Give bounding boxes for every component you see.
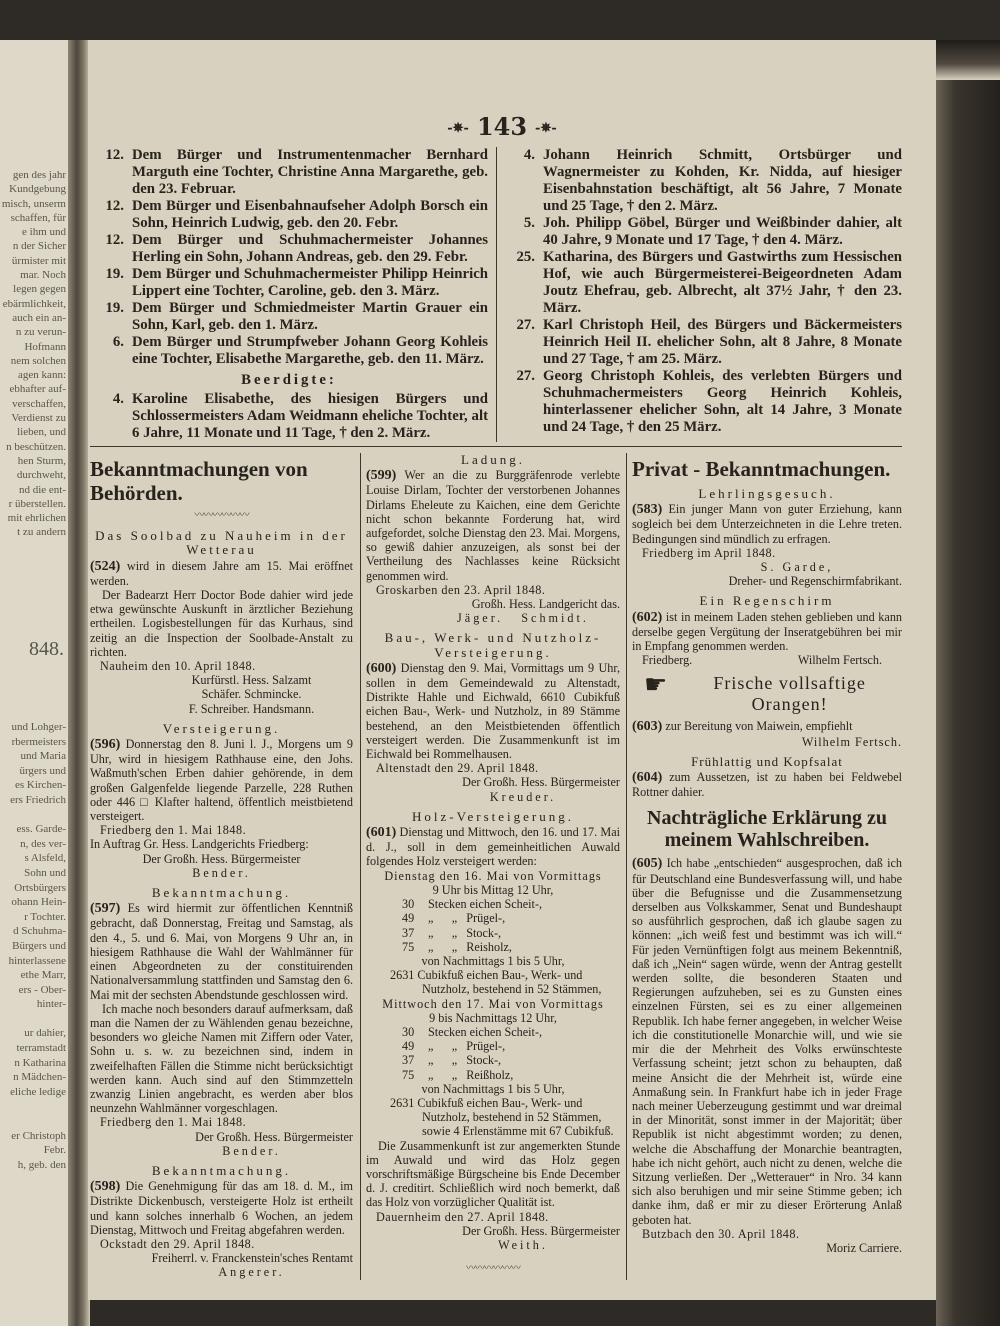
wood-item <box>366 926 620 940</box>
item-count: 37 <box>402 1053 415 1068</box>
notices-section <box>90 447 902 1280</box>
text-fragment: ürmister mit <box>11 254 66 267</box>
notice-600 <box>366 631 620 803</box>
burials-column <box>496 147 902 442</box>
text-fragment: Verdienst zu <box>11 412 66 425</box>
text-fragment: nd die ent- <box>18 483 66 496</box>
schedule-time: von Nachmittags 1 bis 5 Uhr, <box>421 1081 565 1096</box>
entry-text: Karoline Elisabethe, des hiesigen Bürgers und Schlossermeisters Adam Weidmann eheliche Tochter, alt 6 Jahre, 11 Monate und 11 Tage, † den 2. März. <box>132 391 488 441</box>
notice-date: Butzbach den 30. April 1848. <box>642 1226 800 1241</box>
previous-page-margin <box>0 40 70 1326</box>
notice-title: Frühlattig und Kopfsalat <box>691 753 843 769</box>
text-fragment: ürgers und <box>19 764 66 777</box>
entry-day: 19. <box>105 300 124 316</box>
notice-title: Bekanntmachung. <box>151 1162 292 1178</box>
wavy-rule-icon: 〰〰〰〰〰〰 <box>194 510 249 521</box>
wood-item <box>366 1039 620 1053</box>
private-column <box>626 453 902 1280</box>
text-fragment: gen des jahr <box>12 169 66 181</box>
text-fragment: t zu andern <box>17 526 66 539</box>
item-count: 75 <box>402 939 415 954</box>
notice-signature: Der Großh. Hess. Bürgermeister <box>195 1129 353 1144</box>
notice-signature: Jäger. Schmidt. <box>457 611 589 626</box>
text-fragment: nem solchen <box>10 354 66 367</box>
text-fragment: hinter- <box>36 998 66 1011</box>
notice-number: (600) <box>366 660 397 676</box>
entry-day: 12. <box>105 147 124 163</box>
entry-text: Johann Heinrich Schmitt, Ortsbürger und Wagnermeister zu Kohden, Kr. Nidda, auf hiesiger Eisenbahnstation beschäftigt, alt 56 Jahre, 7 Monate und 25 Tage, † den 2. März. <box>543 147 902 214</box>
ornament-icon: -✵- <box>535 121 557 136</box>
entry-day: 12. <box>105 232 124 248</box>
page-number-header <box>68 40 936 147</box>
text-fragment: ohann Hein- <box>11 896 66 909</box>
schedule-day: Mittwoch den 17. Mai von Vormittags <box>382 996 604 1011</box>
text-fragment: mar. Noch <box>20 269 66 282</box>
section-heading: Bekanntmachungen von Behörden. <box>90 457 308 505</box>
text-fragment: hinterlassene <box>8 954 66 967</box>
text-fragment <box>0 808 66 823</box>
text-fragment: n Mädchen- <box>13 1071 66 1084</box>
notice-title: Bau-, Werk- und Nutzholz-Versteigerung. <box>384 630 602 660</box>
notice-title: Ein Regenschirm <box>699 593 835 609</box>
notice-604 <box>632 755 902 800</box>
birth-entry <box>90 198 488 232</box>
notice-body: Die Zusammenkunft ist zur angemerkten Stunde im Auwald und wird das Holz gegen vorschriftsmäßige Bürgscheine bis Ende December d. J. creditirt. Schließlich wird noch bemerkt, daß das Holz von vorzüglicher Qualität ist. <box>366 1138 620 1210</box>
item-count: 75 <box>402 1067 415 1082</box>
notice-signature: Angerer. <box>218 1265 285 1280</box>
text-fragment: ess. Garde- <box>16 823 66 836</box>
notice-title: Ladung. <box>461 452 525 467</box>
text-fragment: n Katharina <box>14 1056 66 1069</box>
notice-signature: Der Großh. Hess. Bürgermeister <box>142 851 301 866</box>
previous-page-fragments <box>0 168 66 540</box>
notice-date: Groskarben den 23. April 1848. <box>376 582 546 597</box>
text-fragment: Kundgebung <box>9 183 66 196</box>
item-desc: „ „ Stock-, <box>428 1053 502 1068</box>
birth-entry <box>90 232 488 266</box>
notice-number: (583) <box>632 502 663 518</box>
notice-signature: S. Garde, <box>760 560 834 575</box>
entry-day: 27. <box>516 317 535 333</box>
entry-text: Karl Christoph Heil, des Bürgers und Bäckermeisters Heinrich Heil II. ehelicher Sohn, alt 8 Jahre, 8 Monate und 27 Tage, † am 25. März. <box>543 317 902 367</box>
entry-text: Dem Bürger und Strumpfweber Johann Georg Kohleis eine Tochter, Elisabethe Margarethe, geb. den 11. März. <box>132 334 488 367</box>
notice-signature: Bender. <box>222 1143 281 1158</box>
notice-number: (596) <box>90 737 121 753</box>
text-fragment <box>0 1012 66 1027</box>
notice-signature: Schäfer. Schmincke. <box>201 687 302 702</box>
entry-day: 4. <box>523 147 535 163</box>
text-fragment: r überstellen. <box>8 497 66 510</box>
entry-day: 6. <box>112 334 124 350</box>
text-fragment: Febr. <box>43 1144 66 1157</box>
wood-item: Nutzholz, bestehend in 52 Stämmen, <box>422 982 602 997</box>
notice-603 <box>632 670 902 749</box>
notice-date: Nauheim den 10. April 1848. <box>100 659 256 674</box>
notice-title: Das Soolbad zu Nauheim in der Wetterau <box>95 528 348 558</box>
text-fragment: e ihm und <box>22 226 66 239</box>
text-fragment: lieben, und <box>17 426 66 439</box>
entry-text: Dem Bürger und Eisenbahnaufseher Adolph Borsch ein Sohn, Heinrich Ludwig, geb. den 20. Febr. <box>132 198 488 231</box>
item-desc: Stecken eichen Scheit-, <box>428 1024 543 1039</box>
text-fragment: rbermeisters <box>11 735 66 748</box>
entry-text: Georg Christoph Kohleis, des verlebten Bürgers und Schuhmachermeisters Georg Heinrich Kohleis, hinterlassener ehelicher Sohn, alt 14 Jahre, 3 Monate und 24 Tage, † den 25 März. <box>543 368 902 435</box>
item-count: 30 <box>402 1024 415 1039</box>
page-content <box>90 147 902 1280</box>
text-fragment: n beschützen. <box>6 440 66 453</box>
wood-item <box>366 940 620 954</box>
notice-body: Es wird hiermit zur öffentlichen Kenntniß gebracht, daß Donnerstag, Freitag und Samstag, als den 4., 5. und 6. Mai, von Morgens 9 Uhr an, in hiesigem Rathhause die Wahl der Wahlmänner für einen Abgeordneten zu der constituirenden Nationalversammlung stattfinden und Samstag den 6. Mai mit der sechsten Abendstunde geschlossen wird. <box>90 901 354 1002</box>
text-fragment: auch ein an- <box>12 311 66 324</box>
text-fragment: ebärmlichkeit, <box>2 297 66 310</box>
notice-date: Friedberg den 1. Mai 1848. <box>100 1115 247 1130</box>
entry-text: Dem Bürger und Schmiedmeister Martin Grauer ein Sohn, Karl, geb. den 1. März. <box>132 300 488 333</box>
notice-body: Die Genehmigung für das am 18. d. M., im Distrikte Dickenbusch, versteigerte Holz ist ertheilt und kann solches innerhalb 6 Wochen, an jedem Dienstag, Mittwoch und Freitag abgefahren werden. <box>90 1179 353 1237</box>
notice-signature: Bender. <box>192 865 251 880</box>
notice-signature: F. Schreiber. Handsmann. <box>188 701 315 716</box>
notice-signature: Wilhelm Fertsch. <box>801 734 902 749</box>
burial-entry <box>501 249 902 317</box>
notice-number: (602) <box>632 609 663 625</box>
notice-body: Ich habe „entschieden“ ausgesprochen, daß ich für Deutschland eine Bundesverfassung will, und habe über die Befugnisse und die Zusammensetzung derselben aus Volkskammer, Senat und Bundeshaupt so ausführlich gesprochen, daß ich glaube sagen zu können: „ich weiß fest und bestimmt was ich will.“ Für jeden Vernünftigen folgt aus meinem Bekenntniß, daß ich „Nein“ sagen würde, wenn der Antrag gestellt werden sollte, die besonderen Staaten und Regierungen aufzuheben, sei es zu Gunsten eines einzelnen Fürsten, sei es zu einer allgemeinen Republik. Ich habe ferner angegeben, in welcher Weise ich die constitutionelle Monarchie will, und wie sie mir die der Mehrheit des Volks erwünschteste Verfassung scheint; jetzt schon zu behaupten, daß meine Ansicht die der Mehrheit ist, würde eine Anmaßung sein. In Frankfurt habe ich in jeder Frage nach meiner Ueberzeugung gestimmt und war dreimal in der Minorität, sonst immer in der Majorität; über Republik ist nicht abgestimmt worden; zu denen, welche die Abschaffung der Monarchie beantragten, habe ich nicht gehört, auch nicht zu denen, welche die Sitzung verließen. Der „Wetterauer“ in Nro. 34 kann sich also beruhigen und mir seine Stimme geben; ich danke ihm, daß er mir zu dieser Erörterung Anlaß geboten hat. <box>632 856 902 1227</box>
notice-body: Donnerstag den 8. Juni l. J., Morgens um 9 Uhr, wird in hiesigem Rathhause eine, den Johs. Waßmuth'schen Erben dahier gehörende, in dem großen Galgenfelde liegende Parzelle, 228 Ruthen oder 446 □ Klafter haltend, öffentlich meistbietend versteigert. <box>90 737 353 824</box>
register-section <box>90 147 902 442</box>
wood-item <box>366 1025 620 1039</box>
notice-signature: Der Großh. Hess. Bürgermeister <box>462 775 620 790</box>
item-desc: „ „ Stock-, <box>428 925 502 940</box>
notice-number: (603) <box>632 719 663 735</box>
text-fragment: s Alsfeld, <box>24 852 66 865</box>
notice-signature: Dreher- und Regenschirmfabrikant. <box>728 574 902 589</box>
notice-body: zum Aussetzen, ist zu haben bei Feldwebel Rottner dahier. <box>632 770 902 800</box>
text-fragment: misch, unserm <box>1 197 66 210</box>
newspaper-page <box>88 40 936 1300</box>
authorities-column <box>90 453 360 1280</box>
notice-title: Holz-Versteigerung. <box>411 808 575 824</box>
notice-598 <box>90 1164 353 1280</box>
entry-day: 12. <box>105 198 124 214</box>
text-fragment: Sohn und <box>24 866 66 879</box>
text-fragment: d Schuhma- <box>13 925 66 938</box>
previous-page-fragments <box>0 720 66 1172</box>
entry-text: Dem Bürger und Schuhmachermeister Johannes Herling ein Sohn, Johann Andreas, geb. den 29. Febr. <box>132 232 488 265</box>
burial-entry <box>501 147 902 215</box>
notice-583 <box>632 487 902 588</box>
text-fragment: mit ehrlichen <box>7 512 66 525</box>
notice-number: (599) <box>366 468 397 484</box>
entry-day: 25. <box>516 249 535 265</box>
item-count: 37 <box>402 925 415 940</box>
notice-date: Dauernheim den 27. April 1848. <box>376 1209 549 1224</box>
notice-date: Friedberg den 1. Mai 1848. <box>100 823 247 838</box>
wood-item: 2631 Cubikfuß eichen Bau-, Werk- und <box>390 968 583 983</box>
previous-page-year: 848. <box>29 638 64 660</box>
text-fragment: legen gegen <box>13 283 66 296</box>
book-gutter <box>68 40 90 1326</box>
notice-524 <box>90 529 353 716</box>
wood-item: Nutzholz, bestehend in 52 Stämmen, <box>422 1110 602 1125</box>
notice-signature: Freiherrl. v. Franckenstein'sches Rentamt <box>151 1251 353 1266</box>
wavy-rule-icon: 〰〰〰〰〰〰 <box>466 1263 520 1275</box>
notice-body: ist in meinem Laden stehen geblieben und kann derselbe gegen Vergütung der Inseratgebühren bei mir in Empfang genommen werden. <box>632 609 903 654</box>
burial-entry <box>501 317 902 368</box>
notice-number: (598) <box>90 1179 121 1195</box>
schedule-day: Dienstag den 16. Mai von Vormittags <box>384 868 602 883</box>
notice-number: (605) <box>632 856 663 872</box>
section-heading: Privat - Bekanntmachungen. <box>632 457 891 481</box>
entry-text: Katharina, des Bürgers und Gastwirths zum Hessischen Hof, wie auch Bürgermeisterei-Beigeordneten Adam Joutz Ehefrau, geb. Albrecht, alt 37½ Jahr, † den 23. März. <box>543 249 902 316</box>
notice-signature: Kurfürstl. Hess. Salzamt <box>191 673 312 688</box>
birth-entry <box>90 334 488 368</box>
item-desc: „ „ Reisholz, <box>428 939 512 954</box>
notice-body: Dienstag und Mittwoch, den 16. und 17. Mai d. J., soll in dem gemeinheitlichen Auwald folgendes Holz versteigert werden: <box>366 825 621 869</box>
notice-body: Der Badearzt Herr Doctor Bode dahier wird jede etwa gewünschte Auskunft in ärztlicher Beziehung ertheilen. Logisbestellungen für das Kurhaus, sind zeitig an die Inspection der Soolbade-Anstalt zu richten. <box>90 588 353 659</box>
schedule-time: von Nachmittags 1 bis 5 Uhr, <box>421 953 565 968</box>
item-desc: Stecken eichen Scheit-, <box>428 897 543 912</box>
entry-day: 27. <box>516 368 535 384</box>
notice-number: (524) <box>90 558 121 574</box>
text-fragment: ethe Marr, <box>20 969 66 982</box>
wood-item: sowie 4 Erlenstämme mit 67 Cubikfuß. <box>422 1124 614 1139</box>
text-fragment: Bürgers und <box>12 939 66 952</box>
notice-date: Ockstadt den 29. April 1848. <box>100 1236 255 1251</box>
notice-599 <box>366 453 620 625</box>
notice-number: (597) <box>90 901 121 917</box>
text-fragment: n, des ver- <box>20 837 66 850</box>
notice-signature: Wilhelm Fertsch. <box>797 653 882 668</box>
notice-597 <box>90 886 353 1158</box>
text-fragment: eliche ledige <box>10 1085 66 1098</box>
wood-item: 2631 Cubikfuß eichen Bau-, Werk- und <box>390 1095 583 1110</box>
burial-entry <box>501 368 902 436</box>
notice-602 <box>632 594 902 667</box>
entry-text: Dem Bürger und Schuhmachermeister Philipp Heinrich Lippert eine Tochter, Caroline, geb. den 3. März. <box>132 266 488 299</box>
notice-title: Bekanntmachung. <box>151 885 292 901</box>
text-fragment: hen Sturm, <box>17 454 66 467</box>
item-desc: „ „ Prügel-, <box>428 911 506 926</box>
notice-date: Friedberg im April 1848. <box>642 545 776 560</box>
text-fragment: ers Friedrich <box>10 793 66 806</box>
notice-title: Frische vollsaftige Orangen! <box>713 673 866 715</box>
notice-601 <box>366 810 620 1252</box>
text-fragment: durchweht, <box>16 469 66 482</box>
book-page-edge <box>936 80 1000 1326</box>
birth-entry <box>90 147 488 198</box>
authorities-column-2 <box>360 453 626 1280</box>
wood-item <box>366 1053 620 1067</box>
text-fragment: und Lohger- <box>11 721 66 733</box>
notice-605 <box>632 807 902 1255</box>
burial-entry <box>90 391 488 442</box>
notice-body: Wer an die zu Burggräfenrode verlebte Louise Dirlam, Tochter der verstorbenen Johannes Dirlams Eheleute zu Kaichen, eine dem Gerichte nicht schon bekannte Forderung hat, wird aufgefordet, solche Dienstag den 23. Mai. Morgens, so gewiß dahier anzuzeigen, als sonst bei der Vertheilung des Nachlasses keine Rücksicht genommen wird. <box>366 468 621 583</box>
text-fragment: Ortsbürgers <box>14 881 66 894</box>
item-count: 30 <box>402 897 415 912</box>
text-fragment: n der Sicher <box>12 240 66 253</box>
text-fragment: und Maria <box>20 750 66 763</box>
entry-text: Dem Bürger und Instrumentenmacher Bernhard Marguth eine Tochter, Christine Anna Margarethe, geb. den 23. Februar. <box>132 147 488 197</box>
page-number: 143 <box>476 112 528 141</box>
notice-signature: Kreuder. <box>489 789 557 804</box>
schedule-time: 9 Uhr bis Mittag 12 Uhr, <box>432 882 554 897</box>
text-fragment: agen kann: <box>18 369 66 382</box>
schedule-time: 9 bis Nachmittags 12 Uhr, <box>429 1010 557 1025</box>
notice-signature: Der Großh. Hess. Bürgermeister <box>462 1223 620 1238</box>
births-column <box>90 147 496 442</box>
entry-day: 19. <box>105 266 124 282</box>
notice-body: Ein junger Mann von guter Erziehung, kann sogleich bei dem Unterzeichneten in die Lehre treten. Bedingungen sind mündlich zu erfragen. <box>632 502 903 546</box>
text-fragment: ur dahier, <box>24 1027 66 1040</box>
entry-day: 4. <box>112 391 124 407</box>
notice-number: (604) <box>632 770 663 786</box>
text-fragment <box>0 1099 66 1114</box>
text-fragment: ebhafter auf- <box>9 383 66 396</box>
notice-title: Versteigerung. <box>162 720 281 736</box>
wood-item <box>366 911 620 925</box>
entry-text: Joh. Philipp Göbel, Bürger und Weißbinder dahier, alt 40 Jahre, 9 Monate und 17 Tage, † den 4. März. <box>543 215 902 248</box>
notice-signature: Moriz Carriere. <box>826 1240 902 1255</box>
text-fragment: r Tochter. <box>24 910 66 923</box>
wood-item <box>366 1068 620 1082</box>
burial-entry <box>501 215 902 249</box>
notice-signature: Weith. <box>498 1237 548 1252</box>
burials-heading: Beerdigte: <box>241 372 337 388</box>
notice-body: Ich mache noch besonders darauf aufmerksam, daß man die Namen der zu Wählenden genau bezeichne, besonders wo gleiche Namen mit Ziffern oder Vater, Sohn u. s. w. zu bezeichnen sind, indem in zweifelhaften Fällen die Stimme nicht berücksichtigt werden kann. Auch sind auf den Stimmzetteln zwanzig Linien angebracht, es werden aber blos neunzehn Wahlmänner vorgeschlagen. <box>90 1001 353 1116</box>
notice-number: (601) <box>366 825 397 841</box>
item-count: 49 <box>402 911 415 926</box>
entry-day: 5. <box>523 215 535 231</box>
notice-date: Friedberg. <box>642 653 693 668</box>
text-fragment: terramstadt <box>16 1042 66 1055</box>
text-fragment <box>0 1114 66 1129</box>
notice-signature: Großh. Hess. Landgericht das. <box>471 597 620 612</box>
notice-title: Nachträgliche Erklärung zu meinem Wahlschreiben. <box>647 807 887 852</box>
item-desc: „ „ Reißholz, <box>428 1067 514 1082</box>
wood-item <box>366 897 620 911</box>
notice-body: wird in diesem Jahre am 15. Mai eröffnet werden. <box>90 558 353 588</box>
item-desc: „ „ Prügel-, <box>428 1039 506 1054</box>
text-fragment: er Christoph <box>11 1129 66 1142</box>
text-fragment: ers - Ober- <box>18 983 66 996</box>
item-count: 49 <box>402 1039 415 1054</box>
notice-body: zur Bereitung von Maiwein, empfiehlt <box>665 719 853 734</box>
birth-entry <box>90 266 488 300</box>
notice-body: Dienstag den 9. Mai, Vormittags um 9 Uhr, sollen in dem Gemeindewald zu Altenstadt, Distrikte Hahle und Eichwald, 6610 Cubikfuß eichen Bau-, Werk- und Nutzholz, in 89 Stämme bestehend, an den Meistbietenden öffentlich versteigert werden. Die Zusammenkunft ist im Eichwald bei Rommelhausen. <box>366 660 621 762</box>
text-fragment: es Kirchen- <box>14 779 66 792</box>
text-fragment: verschaffen, <box>12 397 66 410</box>
pointing-hand-icon: ☛ <box>644 670 668 700</box>
text-fragment: schaffen, für <box>10 211 66 224</box>
notice-signature: In Auftrag Gr. Hess. Landgerichts Friedberg: <box>90 837 309 852</box>
text-fragment: h, geb. den <box>17 1158 66 1171</box>
text-fragment: n zu verun- <box>15 326 66 339</box>
ornament-icon: -✵- <box>447 121 469 136</box>
notice-date: Altenstadt den 29. April 1848. <box>376 761 539 776</box>
text-fragment: Hofmann <box>24 340 66 353</box>
birth-entry <box>90 300 488 334</box>
notice-title: Lehrlingsgesuch. <box>698 486 836 501</box>
notice-596 <box>90 722 353 880</box>
